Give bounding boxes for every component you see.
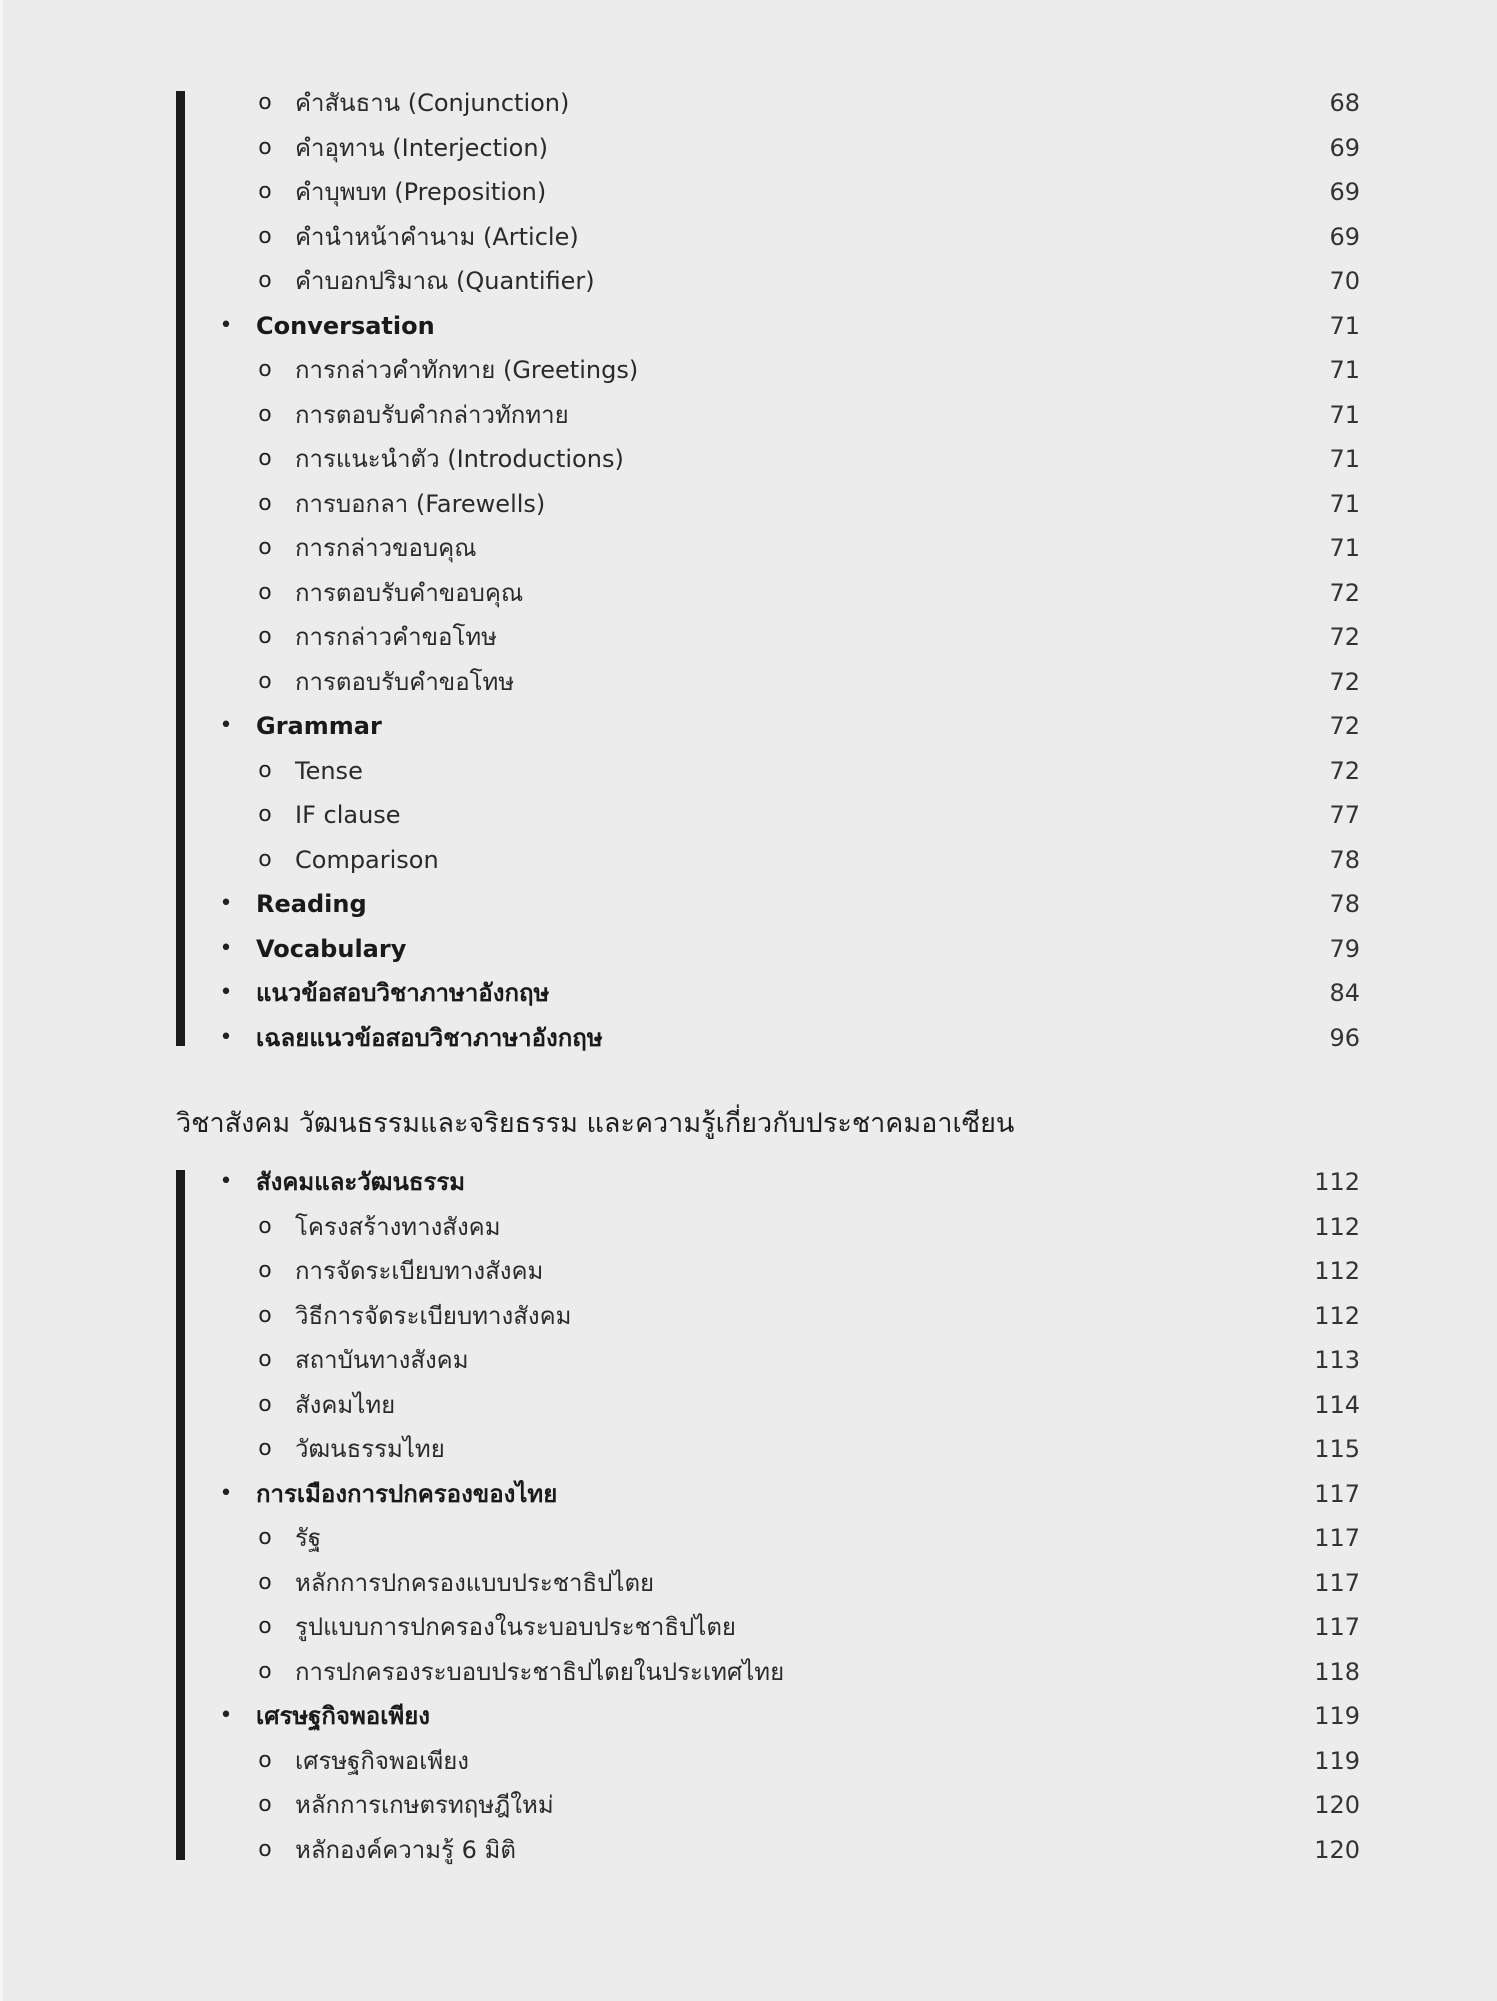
toc-page-number: 118 — [1314, 1657, 1360, 1686]
toc-subentry — [176, 81, 1360, 126]
circle-bullet-icon: o — [258, 1347, 272, 1372]
toc-page-number: 114 — [1314, 1390, 1360, 1419]
toc-entry-label: Grammar — [256, 712, 382, 740]
toc-page-number: 112 — [1314, 1301, 1360, 1330]
toc-rows — [176, 81, 1360, 1060]
toc-subentry — [176, 170, 1360, 215]
circle-bullet-icon: o — [258, 535, 272, 560]
toc-entry-label: คำสันธาน (Conjunction) — [295, 89, 570, 117]
toc-page-number: 68 — [1329, 89, 1360, 117]
toc-page-number: 117 — [1314, 1524, 1360, 1552]
toc-page-number: 72 — [1329, 578, 1360, 607]
toc-page-number: 69 — [1329, 133, 1360, 162]
circle-bullet-icon: o — [258, 624, 272, 649]
toc-page-number: 78 — [1329, 890, 1360, 918]
toc-entry — [176, 1160, 1360, 1205]
toc-entry — [176, 927, 1360, 972]
toc-entry-label: สถาบันทางสังคม — [295, 1346, 469, 1374]
toc-entry — [176, 1472, 1360, 1517]
circle-bullet-icon: o — [258, 1658, 272, 1684]
toc-entry-label: การจัดระเบียบทางสังคม — [295, 1257, 544, 1285]
toc-entry-label: Conversation — [256, 311, 435, 340]
circle-bullet-icon: o — [258, 1302, 272, 1328]
toc-entry-label: โครงสร้างทางสังคม — [295, 1212, 501, 1241]
toc-entry-label: การตอบรับคำขอบคุณ — [295, 578, 524, 607]
circle-bullet-icon: o — [258, 1391, 272, 1417]
toc-page-number: 77 — [1329, 801, 1360, 829]
bullet-icon: • — [219, 891, 233, 916]
toc-entry-label: คำบอกปริมาณ (Quantifier) — [295, 267, 595, 295]
bullet-icon: • — [219, 713, 233, 738]
toc-entry-label: การปกครองระบอบประชาธิปไตยในประเทศไทย — [295, 1657, 785, 1686]
toc-entry-label: เศรษฐกิจพอเพียง — [295, 1746, 470, 1775]
circle-bullet-icon: o — [258, 268, 272, 293]
toc-page-number: 79 — [1329, 934, 1360, 963]
circle-bullet-icon: o — [258, 401, 272, 427]
toc-entry-label: การตอบรับคำกล่าวทักทาย — [295, 400, 569, 429]
toc-group-social — [176, 1160, 1360, 1872]
toc-entry-label: การกล่าวคำทักทาย (Greetings) — [295, 356, 639, 384]
toc-entry-label: การกล่าวขอบคุณ — [295, 534, 477, 562]
toc-subentry — [176, 749, 1360, 794]
toc-page-number: 120 — [1314, 1835, 1360, 1864]
toc-page-number: 69 — [1329, 178, 1360, 206]
toc-page-number: 84 — [1329, 979, 1360, 1007]
toc-subentry — [176, 1828, 1360, 1873]
bullet-icon: • — [219, 1024, 233, 1050]
toc-subentry — [176, 437, 1360, 482]
toc-entry-label: คำบุพบท (Preposition) — [295, 178, 547, 206]
toc-subentry — [176, 1383, 1360, 1428]
bullet-icon: • — [219, 1480, 233, 1506]
toc-entry — [176, 1694, 1360, 1739]
circle-bullet-icon: o — [258, 446, 272, 471]
toc-entry-label: การเมืองการปกครองของไทย — [256, 1479, 558, 1508]
section-heading: วิชาสังคม วัฒนธรรมและจริยธรรม และความรู้เกี่ยวกับประชาคมอาเซียน — [176, 1108, 1015, 1139]
circle-bullet-icon: o — [258, 223, 272, 249]
toc-page-number: 72 — [1329, 712, 1360, 740]
toc-entry — [176, 304, 1360, 349]
circle-bullet-icon: o — [258, 1836, 272, 1862]
toc-entry-label: หลักการเกษตรทฤษฎีใหม่ — [295, 1791, 554, 1819]
toc-page-number: 119 — [1314, 1746, 1360, 1775]
toc-subentry — [176, 660, 1360, 705]
toc-subentry — [176, 1249, 1360, 1294]
toc-subentry — [176, 1650, 1360, 1695]
toc-entry-label: สังคมและวัฒนธรรม — [256, 1168, 466, 1196]
toc-page-number: 72 — [1329, 756, 1360, 785]
toc-subentry — [176, 526, 1360, 571]
circle-bullet-icon: o — [258, 1747, 272, 1773]
toc-page-number: 120 — [1314, 1791, 1360, 1819]
toc-page-number: 112 — [1314, 1168, 1360, 1196]
toc-page-number: 115 — [1314, 1435, 1360, 1463]
toc-subentry — [176, 1605, 1360, 1650]
toc-page-number: 70 — [1329, 267, 1360, 295]
circle-bullet-icon: o — [258, 90, 272, 115]
toc-page-number: 72 — [1329, 623, 1360, 651]
toc-entry-label: แนวข้อสอบวิชาภาษาอังกฤษ — [256, 979, 550, 1007]
toc-page-number: 69 — [1329, 222, 1360, 251]
bullet-icon: • — [219, 980, 233, 1005]
toc-entry-label: รัฐ — [295, 1524, 322, 1552]
toc-page-number: 119 — [1314, 1702, 1360, 1730]
toc-subentry — [176, 1561, 1360, 1606]
toc-entry-label: หลักการปกครองแบบประชาธิปไตย — [295, 1568, 655, 1597]
circle-bullet-icon: o — [258, 1436, 272, 1461]
circle-bullet-icon: o — [258, 757, 272, 783]
toc-subentry — [176, 1427, 1360, 1472]
toc-page-number: 71 — [1329, 534, 1360, 562]
toc-entry-label: การบอกลา (Farewells) — [295, 489, 546, 518]
toc-entry-label: สังคมไทย — [295, 1390, 396, 1419]
bullet-icon: • — [219, 935, 233, 961]
toc-page-number: 71 — [1329, 400, 1360, 429]
toc-entry — [176, 1016, 1360, 1061]
toc-page-number: 78 — [1329, 845, 1360, 874]
toc-subentry — [176, 215, 1360, 260]
toc-entry-label: วิธีการจัดระเบียบทางสังคม — [295, 1301, 572, 1330]
toc-entry-label: การกล่าวคำขอโทษ — [295, 623, 497, 651]
toc-page-number: 113 — [1314, 1346, 1360, 1374]
toc-entry-label: IF clause — [295, 801, 401, 829]
toc-subentry — [176, 126, 1360, 171]
circle-bullet-icon: o — [258, 579, 272, 605]
toc-subentry — [176, 838, 1360, 883]
toc-page-number: 117 — [1314, 1568, 1360, 1597]
toc-rows — [176, 1160, 1360, 1872]
toc-subentry — [176, 259, 1360, 304]
circle-bullet-icon: o — [258, 1525, 272, 1550]
toc-entry-label: Reading — [256, 890, 367, 918]
toc-entry-label: Comparison — [295, 845, 439, 874]
toc-subentry — [176, 482, 1360, 527]
toc-group-english — [176, 81, 1360, 1060]
toc-entry-label: คำนำหน้าคำนาม (Article) — [295, 222, 579, 251]
toc-page-number: 71 — [1329, 356, 1360, 384]
toc-entry — [176, 704, 1360, 749]
circle-bullet-icon: o — [258, 1792, 272, 1817]
bullet-icon: • — [219, 1169, 233, 1194]
circle-bullet-icon: o — [258, 1569, 272, 1595]
page-edge — [0, 0, 3, 2001]
toc-subentry — [176, 793, 1360, 838]
circle-bullet-icon: o — [258, 668, 272, 694]
toc-page-number: 117 — [1314, 1613, 1360, 1641]
toc-page-number: 112 — [1314, 1212, 1360, 1241]
toc-subentry — [176, 571, 1360, 616]
toc-entry — [176, 971, 1360, 1016]
toc-subentry — [176, 348, 1360, 393]
toc-page-number: 96 — [1329, 1023, 1360, 1052]
circle-bullet-icon: o — [258, 1213, 272, 1239]
circle-bullet-icon: o — [258, 490, 272, 516]
toc-entry-label: หลักองค์ความรู้ 6 มิติ — [295, 1835, 516, 1864]
toc-page-number: 72 — [1329, 667, 1360, 696]
toc-entry-label: การแนะนำตัว (Introductions) — [295, 445, 624, 473]
toc-entry-label: คำอุทาน (Interjection) — [295, 133, 548, 162]
toc-subentry — [176, 615, 1360, 660]
toc-subentry — [176, 1783, 1360, 1828]
toc-entry — [176, 882, 1360, 927]
toc-subentry — [176, 1338, 1360, 1383]
toc-page-number: 117 — [1314, 1479, 1360, 1508]
toc-page-number: 71 — [1329, 445, 1360, 473]
toc-entry-label: เศรษฐกิจพอเพียง — [256, 1702, 431, 1730]
toc-page-number: 71 — [1329, 311, 1360, 340]
toc-subentry — [176, 1205, 1360, 1250]
circle-bullet-icon: o — [258, 357, 272, 382]
circle-bullet-icon: o — [258, 802, 272, 827]
bullet-icon: • — [219, 312, 233, 338]
toc-entry-label: วัฒนธรรมไทย — [295, 1435, 445, 1463]
circle-bullet-icon: o — [258, 179, 272, 204]
circle-bullet-icon: o — [258, 846, 272, 872]
toc-page-number: 71 — [1329, 489, 1360, 518]
toc-page-number: 112 — [1314, 1257, 1360, 1285]
toc-entry-label: การตอบรับคำขอโทษ — [295, 667, 515, 696]
toc-subentry — [176, 393, 1360, 438]
toc-subentry — [176, 1294, 1360, 1339]
toc-entry-label: รูปแบบการปกครองในระบอบประชาธิปไตย — [295, 1613, 736, 1641]
circle-bullet-icon: o — [258, 1614, 272, 1639]
circle-bullet-icon: o — [258, 134, 272, 160]
toc-subentry — [176, 1739, 1360, 1784]
circle-bullet-icon: o — [258, 1258, 272, 1283]
toc-entry-label: Tense — [295, 756, 363, 785]
bullet-icon: • — [219, 1703, 233, 1728]
toc-entry-label: เฉลยแนวข้อสอบวิชาภาษาอังกฤษ — [256, 1023, 603, 1052]
toc-subentry — [176, 1516, 1360, 1561]
toc-entry-label: Vocabulary — [256, 934, 407, 963]
